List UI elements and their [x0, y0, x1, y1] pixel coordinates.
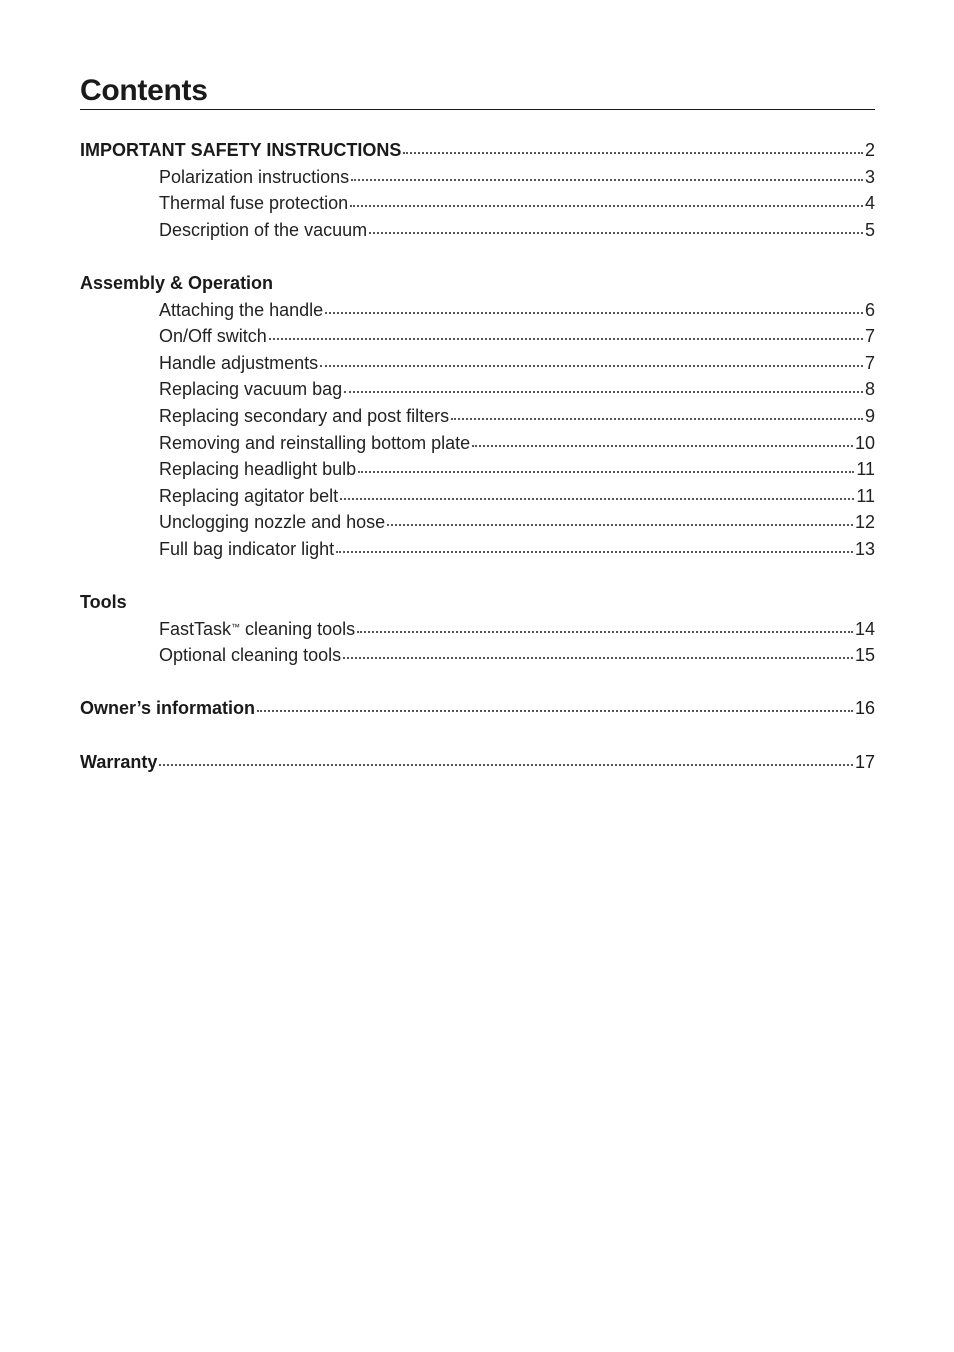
- toc-entry-label: Warranty: [80, 751, 158, 772]
- section-gap: [80, 243, 875, 270]
- toc-entry-polarization[interactable]: [80, 164, 875, 191]
- toc-page-number: 14: [854, 618, 875, 639]
- dot-leader: [269, 338, 863, 340]
- table-of-contents: [80, 137, 875, 775]
- dot-leader: [451, 418, 863, 420]
- toc-entry-label: [159, 616, 355, 643]
- toc-entry-label: Owner’s information: [80, 698, 256, 719]
- toc-entry-label: Attaching the handle: [159, 299, 324, 320]
- dot-leader: [350, 205, 863, 207]
- toc-entry-label: Replacing secondary and post filters: [159, 405, 450, 426]
- toc-entry-label: Handle adjustments: [159, 352, 319, 373]
- toc-entry-headlight-bulb[interactable]: [80, 456, 875, 483]
- toc-page-number: 10: [854, 432, 875, 453]
- toc-entry-unclogging[interactable]: [80, 509, 875, 536]
- toc-page-number: 9: [864, 405, 875, 426]
- page-title: Contents: [80, 74, 875, 110]
- toc-page-number: 17: [854, 751, 875, 772]
- toc-entry-label: Full bag indicator light: [159, 538, 335, 559]
- fasttask-rest: cleaning tools: [240, 618, 356, 639]
- dot-leader: [325, 312, 863, 314]
- dot-leader: [344, 391, 863, 393]
- toc-entry-handle-adjustments[interactable]: [80, 350, 875, 377]
- toc-entry-label: On/Off switch: [159, 326, 267, 347]
- toc-page-number: 6: [864, 299, 875, 320]
- dot-leader: [340, 498, 854, 500]
- section-heading-tools: Tools: [80, 592, 127, 613]
- toc-page-number: 11: [856, 459, 875, 480]
- dot-leader: [472, 445, 853, 447]
- section-heading-assembly: Assembly & Operation: [80, 272, 274, 293]
- toc-page-number: 3: [864, 166, 875, 187]
- toc-entry-owners-information[interactable]: [80, 695, 875, 722]
- toc-page-number: 2: [864, 140, 875, 160]
- toc-entry-label: Replacing headlight bulb: [159, 459, 357, 480]
- toc-entry-on-off-switch[interactable]: [80, 323, 875, 350]
- toc-entry-vacuum-bag[interactable]: [80, 376, 875, 403]
- toc-entry-label: Removing and reinstalling bottom plate: [159, 432, 471, 453]
- toc-entry-bottom-plate[interactable]: [80, 430, 875, 457]
- dot-leader: [257, 710, 853, 712]
- section-gap: [80, 563, 875, 590]
- toc-entry-label: Optional cleaning tools: [159, 645, 342, 666]
- toc-entry-label: Replacing vacuum bag: [159, 379, 343, 400]
- toc-page-number: 4: [864, 193, 875, 214]
- toc-page-number: 15: [854, 645, 875, 666]
- dot-leader: [369, 232, 863, 234]
- toc-page-number: 7: [864, 352, 875, 373]
- toc-page-number: 5: [864, 219, 875, 240]
- section-gap: [80, 722, 875, 749]
- toc-page-number: 16: [854, 698, 875, 719]
- toc-entry-label: Description of the vacuum: [159, 219, 368, 240]
- toc-entry-fasttask-tools[interactable]: [80, 616, 875, 643]
- toc-entry-warranty[interactable]: [80, 749, 875, 776]
- toc-page-number: 12: [854, 512, 875, 533]
- toc-page-number: 8: [864, 379, 875, 400]
- toc-entry-label: Thermal fuse protection: [159, 193, 349, 214]
- dot-leader: [387, 524, 853, 526]
- dot-leader: [403, 152, 863, 154]
- toc-entry-full-bag-light[interactable]: [80, 536, 875, 563]
- toc-page-number: 7: [864, 326, 875, 347]
- fasttask-name: FastTask: [159, 618, 232, 639]
- toc-entry-label: IMPORTANT SAFETY INSTRUCTIONS: [80, 140, 402, 160]
- dot-leader: [336, 551, 853, 553]
- contents-page: [80, 74, 875, 775]
- toc-entry-description[interactable]: [80, 217, 875, 244]
- toc-page-number: 11: [856, 485, 875, 506]
- toc-entry-safety-instructions[interactable]: [80, 137, 875, 164]
- trademark-symbol: ™: [231, 621, 241, 632]
- dot-leader: [320, 365, 863, 367]
- dot-leader: [358, 471, 854, 473]
- dot-leader: [343, 657, 853, 659]
- dot-leader: [357, 631, 853, 633]
- toc-entry-label: Replacing agitator belt: [159, 485, 339, 506]
- toc-entry-agitator-belt[interactable]: [80, 483, 875, 510]
- toc-entry-label: Unclogging nozzle and hose: [159, 512, 386, 533]
- dot-leader: [159, 764, 853, 766]
- toc-entry-attaching-handle[interactable]: [80, 297, 875, 324]
- toc-entry-label: Polarization instructions: [159, 166, 350, 187]
- toc-entry-optional-tools[interactable]: [80, 642, 875, 669]
- section-gap: [80, 669, 875, 696]
- dot-leader: [351, 179, 863, 181]
- toc-page-number: 13: [854, 538, 875, 559]
- toc-entry-filters[interactable]: [80, 403, 875, 430]
- toc-entry-thermal-fuse[interactable]: [80, 190, 875, 217]
